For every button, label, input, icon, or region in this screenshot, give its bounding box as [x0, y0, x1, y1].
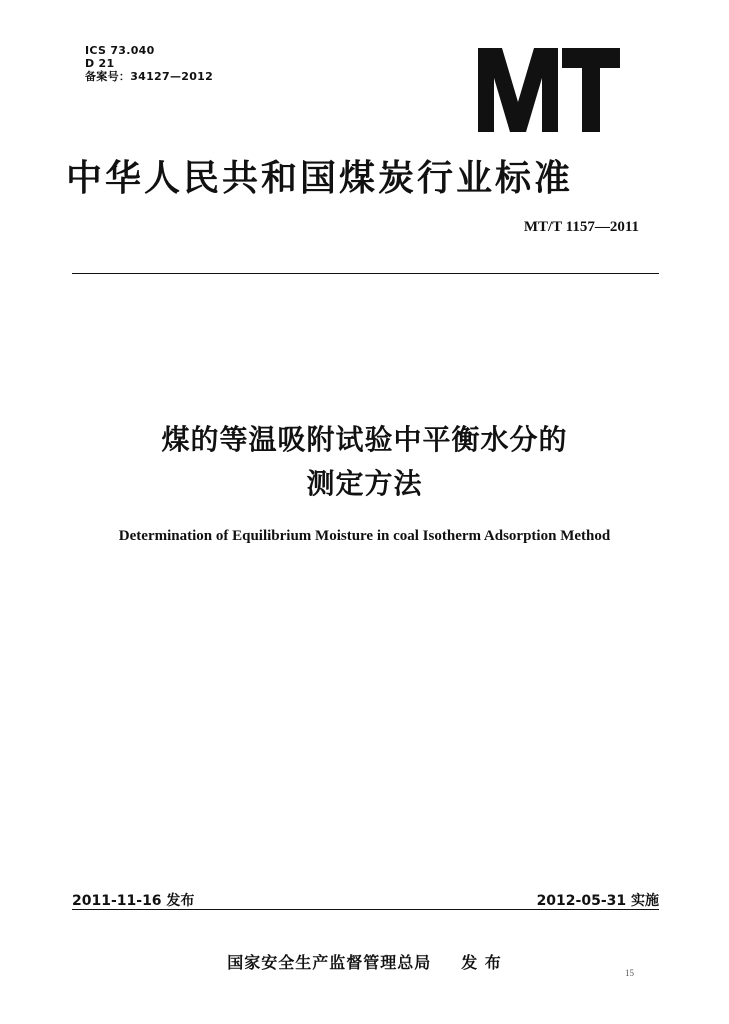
- publisher-name: 国家安全生产监督管理总局: [227, 953, 432, 972]
- english-title: Determination of Equilibrium Moisture in coal Isotherm Adsorption Method: [118, 528, 611, 544]
- mt-logo: [474, 40, 624, 140]
- page-number: 15: [625, 968, 634, 978]
- implementation-date: 2012-05-31 实施: [536, 893, 659, 909]
- document-title-line1: 煤的等温吸附试验中平衡水分的: [161, 423, 568, 456]
- organization-title: 中华人民共和国煤炭行业标准: [66, 157, 574, 199]
- release-date: 2011-11-16 发布: [72, 893, 195, 909]
- footer-divider: [72, 909, 659, 910]
- publisher-line: [0, 950, 729, 973]
- publish-label: 发 布: [461, 953, 502, 972]
- document-title-line2: 测定方法: [306, 467, 423, 500]
- record-number: 备案号：34127—2012: [85, 70, 214, 83]
- header-divider: [72, 273, 659, 274]
- ics-code: ICS 73.040: [85, 44, 155, 57]
- ccs-code: D 21: [85, 57, 115, 70]
- standard-number: MT/T 1157—2011: [523, 219, 639, 235]
